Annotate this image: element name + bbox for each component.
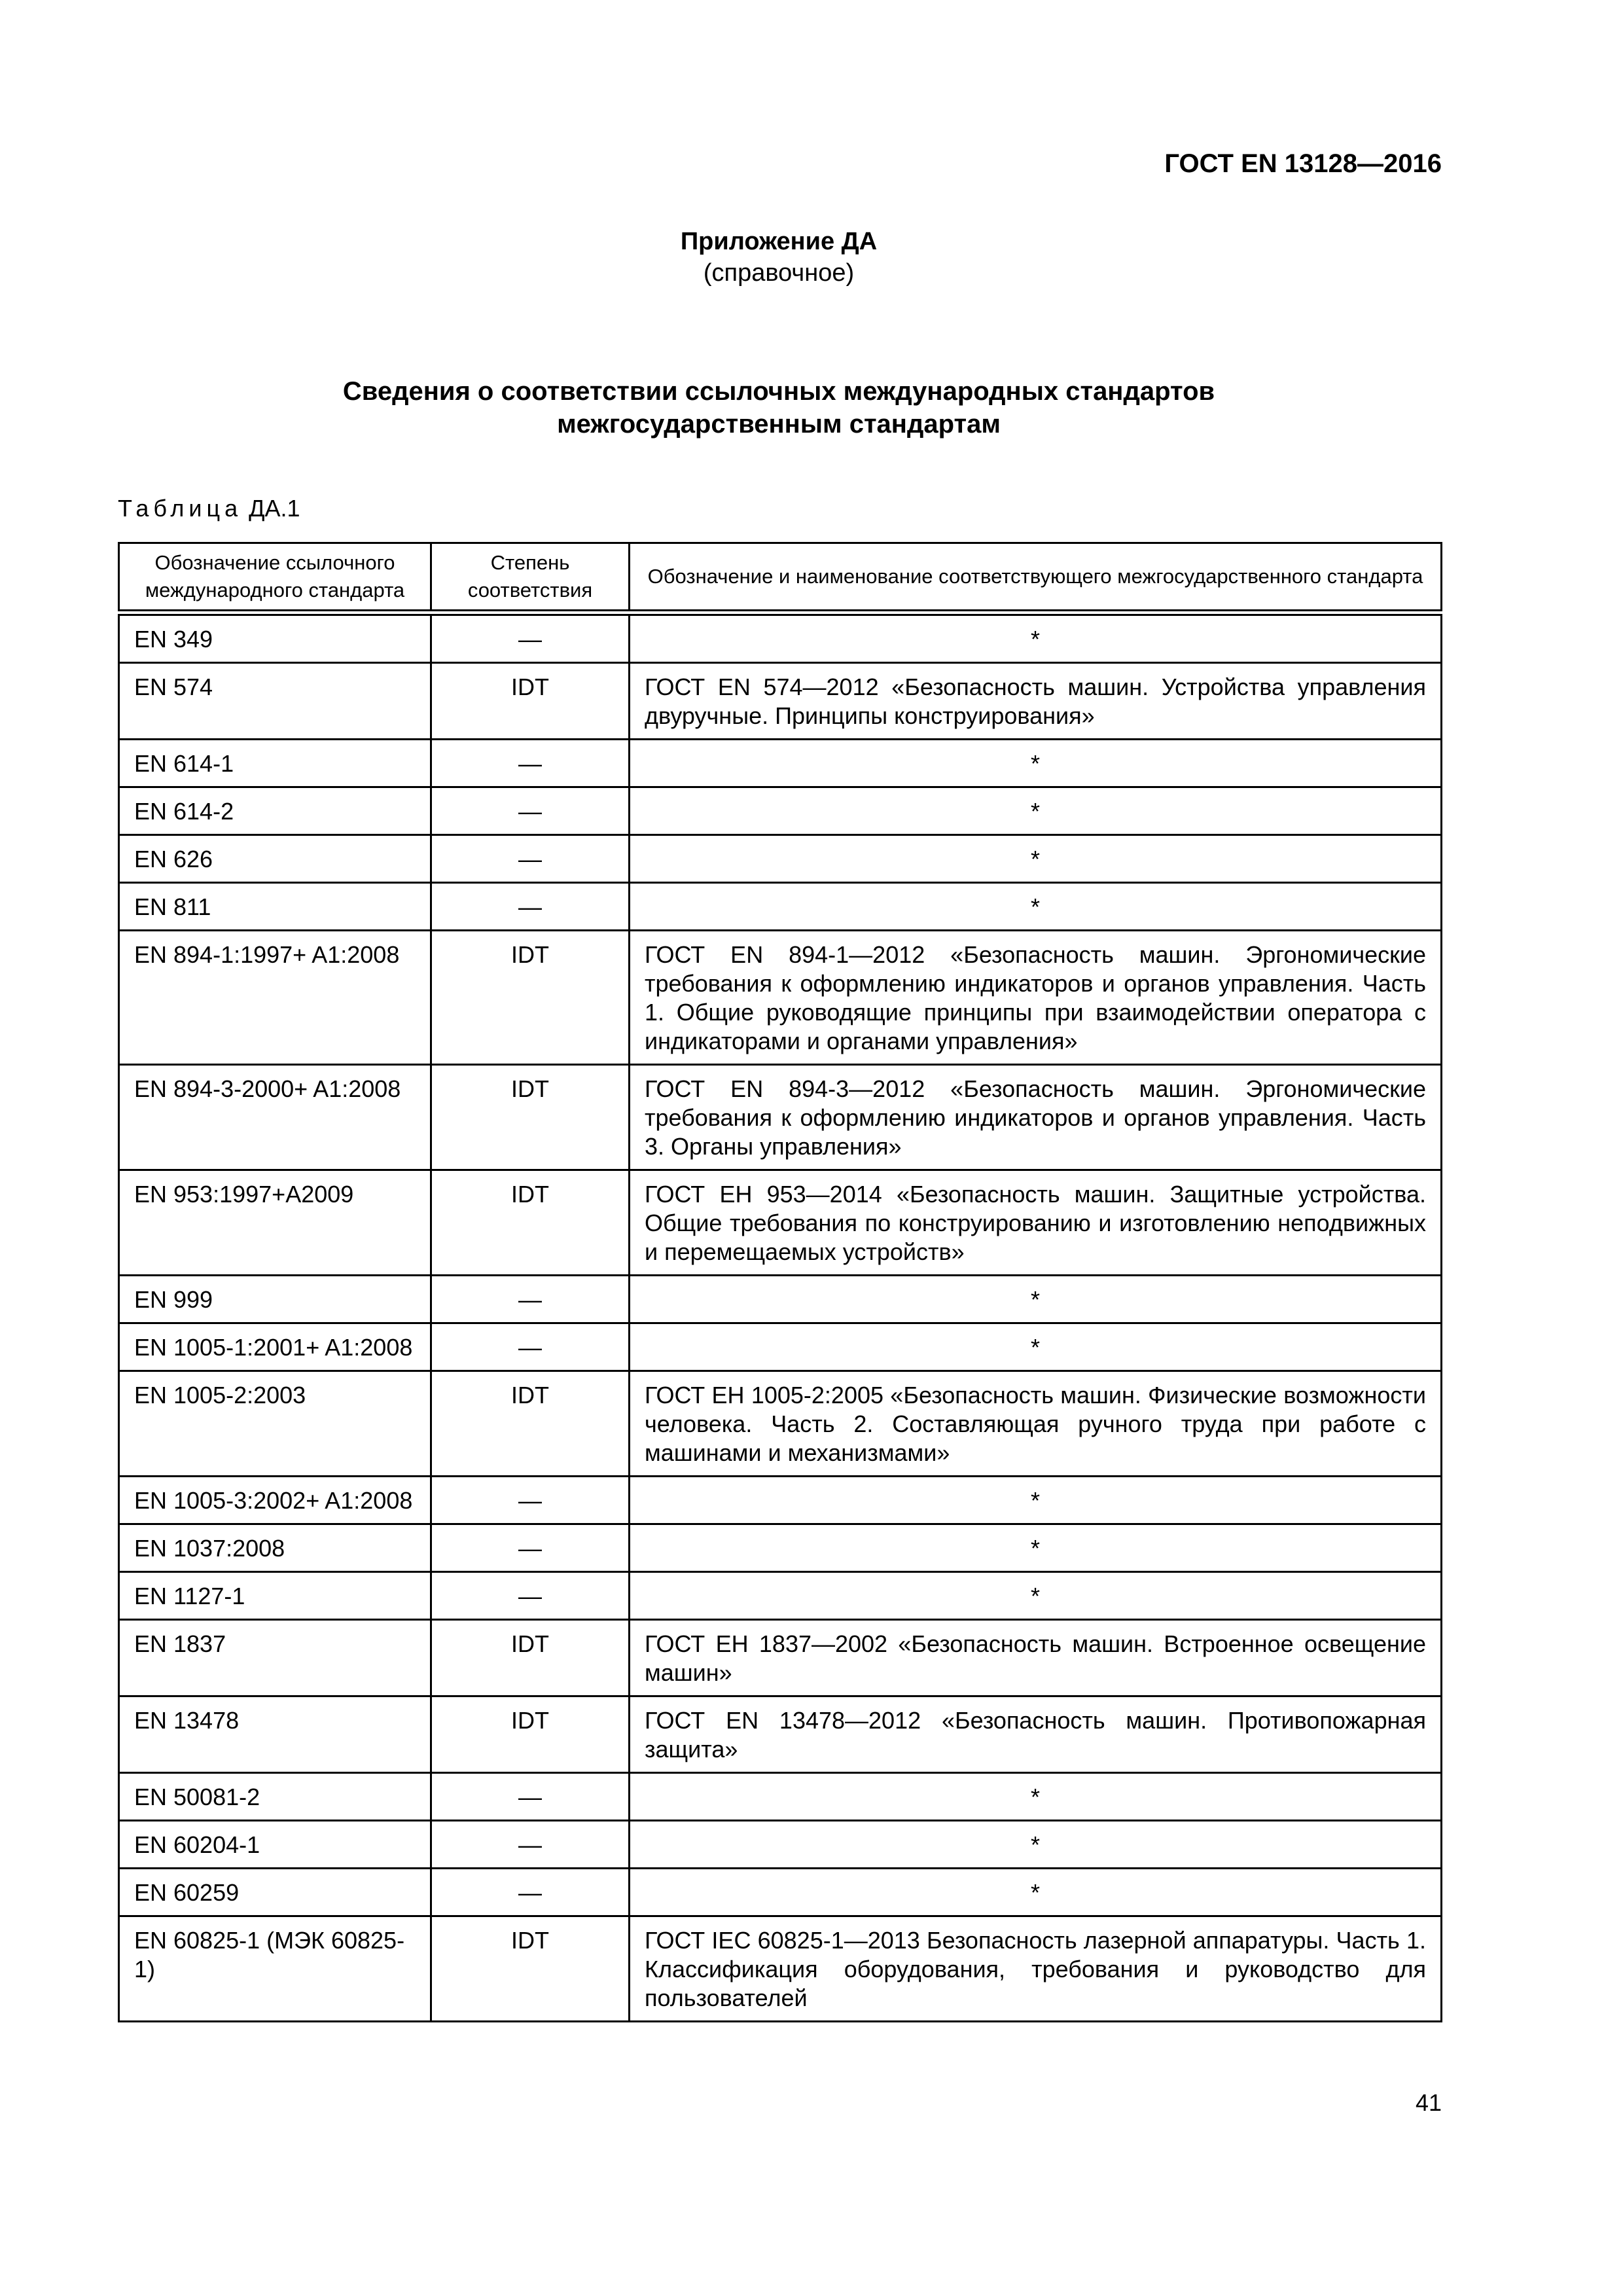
conformity-degree-cell: — bbox=[431, 883, 630, 931]
section-title-line: Сведения о соответствии ссылочных международных стандартов bbox=[342, 377, 1215, 406]
table-row bbox=[119, 1821, 1442, 1869]
conformity-degree-cell: — bbox=[431, 1869, 630, 1916]
international-standard-cell: EN 1005-2:2003 bbox=[119, 1371, 431, 1477]
section-title-line: межгосударственным стандартам bbox=[557, 410, 1001, 439]
interstate-standard-cell: ГОСТ EN 13478—2012 «Безопасность машин. Противопожарная защита» bbox=[630, 1696, 1442, 1773]
international-standard-cell: EN 13478 bbox=[119, 1696, 431, 1773]
interstate-standard-cell: ГОСТ EN 894-3—2012 «Безопасность машин. Эргономические требования к оформлению индикаторов и органов управления. Часть 3. Органы управления» bbox=[630, 1065, 1442, 1170]
table-row bbox=[119, 1572, 1442, 1620]
table-caption-label: Таблица bbox=[118, 495, 243, 522]
interstate-standard-cell: * bbox=[630, 1276, 1442, 1323]
conformity-degree-cell: — bbox=[431, 1821, 630, 1869]
table-body bbox=[119, 613, 1442, 2022]
international-standard-cell: EN 626 bbox=[119, 835, 431, 883]
document-code: ГОСТ EN 13128—2016 bbox=[1164, 149, 1442, 178]
international-standard-cell: EN 953:1997+A2009 bbox=[119, 1170, 431, 1276]
interstate-standard-cell: * bbox=[630, 1323, 1442, 1371]
table-caption bbox=[118, 495, 300, 522]
interstate-standard-cell: * bbox=[630, 1524, 1442, 1572]
conformity-degree-cell: IDT bbox=[431, 1065, 630, 1170]
interstate-standard-cell: ГОСТ ЕН 1005-2:2005 «Безопасность машин. Физические возможности человека. Часть 2. Составляющая ручного труда при работе с машинами и механизмами» bbox=[630, 1371, 1442, 1477]
interstate-standard-cell: * bbox=[630, 1773, 1442, 1821]
interstate-standard-cell: * bbox=[630, 1869, 1442, 1916]
interstate-standard-cell: * bbox=[630, 883, 1442, 931]
conformity-degree-cell: — bbox=[431, 1773, 630, 1821]
table-row bbox=[119, 1477, 1442, 1524]
international-standard-cell: EN 614-1 bbox=[119, 740, 431, 787]
conformity-degree-cell: IDT bbox=[431, 1170, 630, 1276]
international-standard-cell: EN 60204-1 bbox=[119, 1821, 431, 1869]
conformity-degree-cell: — bbox=[431, 787, 630, 835]
international-standard-cell: EN 894-3-2000+ A1:2008 bbox=[119, 1065, 431, 1170]
interstate-standard-cell: * bbox=[630, 787, 1442, 835]
conformity-degree-cell: — bbox=[431, 1323, 630, 1371]
table-row bbox=[119, 740, 1442, 787]
page-number: 41 bbox=[1415, 2089, 1442, 2116]
table-header-row bbox=[119, 543, 1442, 613]
international-standard-cell: EN 1005-3:2002+ A1:2008 bbox=[119, 1477, 431, 1524]
table-row bbox=[119, 931, 1442, 1065]
conformity-degree-cell: IDT bbox=[431, 931, 630, 1065]
table-row bbox=[119, 1524, 1442, 1572]
conformity-degree-cell: IDT bbox=[431, 1371, 630, 1477]
interstate-standard-cell: ГОСТ ЕН 1837—2002 «Безопасность машин. Встроенное освещение машин» bbox=[630, 1620, 1442, 1696]
conformity-degree-cell: IDT bbox=[431, 663, 630, 740]
table-caption-number: ДА.1 bbox=[242, 495, 300, 522]
international-standard-cell: EN 811 bbox=[119, 883, 431, 931]
annex-type: (справочное) bbox=[703, 259, 855, 287]
table-row bbox=[119, 1869, 1442, 1916]
interstate-standard-cell: ГОСТ IEC 60825-1—2013 Безопасность лазерной аппаратуры. Часть 1. Классификация оборудования, требования и руководство для пользователей bbox=[630, 1916, 1442, 2022]
international-standard-cell: EN 999 bbox=[119, 1276, 431, 1323]
standards-table bbox=[118, 542, 1442, 2022]
conformity-degree-cell: — bbox=[431, 1572, 630, 1620]
table-row bbox=[119, 883, 1442, 931]
table-row bbox=[119, 1773, 1442, 1821]
column-header: Обозначение ссылочного международного стандарта bbox=[119, 543, 431, 613]
conformity-degree-cell: — bbox=[431, 1477, 630, 1524]
international-standard-cell: EN 60259 bbox=[119, 1869, 431, 1916]
conformity-degree-cell: IDT bbox=[431, 1620, 630, 1696]
table-row bbox=[119, 1371, 1442, 1477]
table-row bbox=[119, 1065, 1442, 1170]
section-title bbox=[0, 375, 1558, 440]
table-row bbox=[119, 1276, 1442, 1323]
international-standard-cell: EN 1837 bbox=[119, 1620, 431, 1696]
conformity-degree-cell: — bbox=[431, 613, 630, 663]
international-standard-cell: EN 1037:2008 bbox=[119, 1524, 431, 1572]
international-standard-cell: EN 1127-1 bbox=[119, 1572, 431, 1620]
table-row bbox=[119, 835, 1442, 883]
conformity-degree-cell: — bbox=[431, 835, 630, 883]
table-row bbox=[119, 1620, 1442, 1696]
interstate-standard-cell: * bbox=[630, 835, 1442, 883]
international-standard-cell: EN 894-1:1997+ A1:2008 bbox=[119, 931, 431, 1065]
conformity-degree-cell: — bbox=[431, 1276, 630, 1323]
international-standard-cell: EN 50081-2 bbox=[119, 1773, 431, 1821]
column-header: Обозначение и наименование соответствующего межгосударственного стандарта bbox=[630, 543, 1442, 613]
interstate-standard-cell: * bbox=[630, 613, 1442, 663]
interstate-standard-cell: ГОСТ EN 894-1—2012 «Безопасность машин. Эргономические требования к оформлению индикаторов и органов управления. Часть 1. Общие руководящие принципы при взаимодействии оператора с индикаторами и органами управления» bbox=[630, 931, 1442, 1065]
table-row bbox=[119, 787, 1442, 835]
conformity-degree-cell: IDT bbox=[431, 1916, 630, 2022]
column-header: Степень соответствия bbox=[431, 543, 630, 613]
interstate-standard-cell: * bbox=[630, 1572, 1442, 1620]
international-standard-cell: EN 614-2 bbox=[119, 787, 431, 835]
interstate-standard-cell: * bbox=[630, 740, 1442, 787]
interstate-standard-cell: * bbox=[630, 1477, 1442, 1524]
conformity-degree-cell: IDT bbox=[431, 1696, 630, 1773]
annex-title: Приложение ДА bbox=[680, 228, 878, 255]
interstate-standard-cell: * bbox=[630, 1821, 1442, 1869]
table-row bbox=[119, 613, 1442, 663]
international-standard-cell: EN 60825-1 (МЭК 60825-1) bbox=[119, 1916, 431, 2022]
table-row bbox=[119, 1916, 1442, 2022]
table-row bbox=[119, 1323, 1442, 1371]
table-row bbox=[119, 663, 1442, 740]
conformity-degree-cell: — bbox=[431, 1524, 630, 1572]
interstate-standard-cell: ГОСТ ЕН 953—2014 «Безопасность машин. Защитные устройства. Общие требования по конструированию и изготовлению неподвижных и перемещаемых устройств» bbox=[630, 1170, 1442, 1276]
table-row bbox=[119, 1170, 1442, 1276]
international-standard-cell: EN 574 bbox=[119, 663, 431, 740]
table-row bbox=[119, 1696, 1442, 1773]
conformity-degree-cell: — bbox=[431, 740, 630, 787]
interstate-standard-cell: ГОСТ EN 574—2012 «Безопасность машин. Устройства управления двуручные. Принципы конструирования» bbox=[630, 663, 1442, 740]
international-standard-cell: EN 1005-1:2001+ A1:2008 bbox=[119, 1323, 431, 1371]
international-standard-cell: EN 349 bbox=[119, 613, 431, 663]
